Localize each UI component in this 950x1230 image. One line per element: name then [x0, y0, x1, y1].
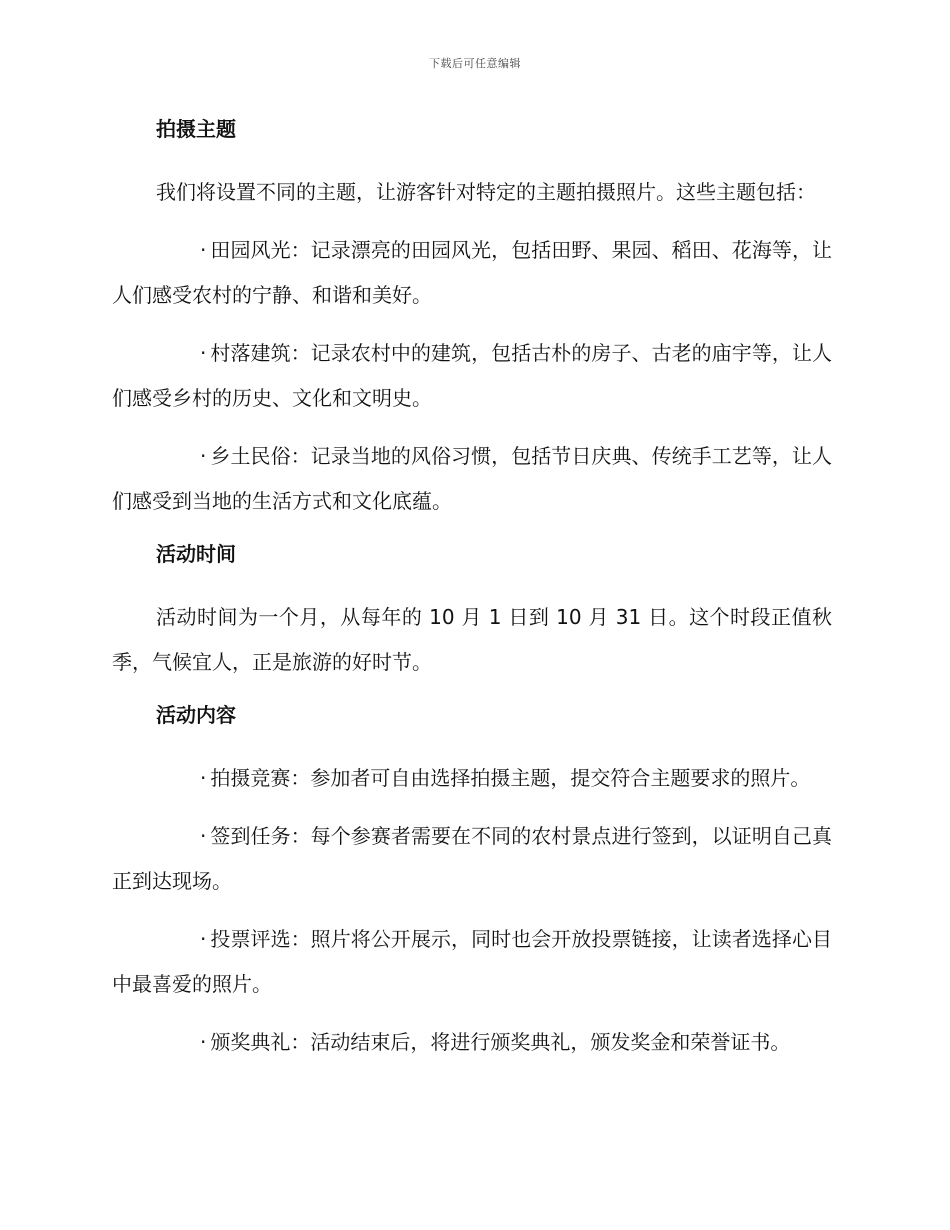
bullet-dot-icon: ·: [200, 766, 207, 790]
page-header-note: 下载后可任意编辑: [429, 57, 521, 70]
theme-item-text: 村落建筑：记录农村中的建筑，包括古朴的房子、古老的庙宇等，让人们感受乡村的历史、文化和文明史。: [112, 341, 832, 410]
content-list-item: [112, 756, 832, 801]
theme-item-text: 田园风光：记录漂亮的田园风光，包括田野、果园、稻田、花海等，让人们感受农村的宁静、和谐和美好。: [112, 238, 832, 307]
bullet-dot-icon: ·: [200, 238, 207, 262]
content-list-item: [112, 917, 832, 1007]
content-list-item: [112, 814, 832, 904]
bullet-dot-icon: ·: [200, 444, 207, 468]
bullet-dot-icon: ·: [200, 1030, 207, 1054]
theme-list-item: [112, 434, 832, 524]
content-item-text: 投票评选：照片将公开展示，同时也会开放投票链接，让读者选择心目中最喜爱的照片。: [112, 927, 832, 996]
document-body: [112, 112, 832, 1078]
content-item-text: 颁奖典礼：活动结束后，将进行颁奖典礼，颁发奖金和荣誉证书。: [210, 1030, 791, 1054]
section-heading-time: 活动时间: [156, 542, 236, 566]
bullet-dot-icon: ·: [200, 927, 207, 951]
content-item-text: 拍摄竞赛：参加者可自由选择拍摄主题，提交符合主题要求的照片。: [210, 766, 811, 790]
time-paragraph: 活动时间为一个月，从每年的 10 月 1 日到 10 月 31 日。这个时段正值秋季，气候宜人，正是旅游的好时节。: [112, 605, 832, 674]
bullet-dot-icon: ·: [200, 824, 207, 848]
section-heading-content: 活动内容: [156, 703, 236, 727]
bullet-dot-icon: ·: [200, 341, 207, 365]
content-item-text: 签到任务：每个参赛者需要在不同的农村景点进行签到，以证明自己真正到达现场。: [112, 824, 832, 893]
section-heading-theme: 拍摄主题: [156, 117, 236, 141]
theme-list-item: [112, 331, 832, 421]
theme-intro-paragraph: 我们将设置不同的主题，让游客针对特定的主题拍摄照片。这些主题包括：: [156, 180, 816, 204]
theme-item-text: 乡土民俗：记录当地的风俗习惯，包括节日庆典、传统手工艺等，让人们感受到当地的生活方式和文化底蕴。: [112, 444, 832, 513]
content-list-item: [112, 1020, 832, 1065]
theme-list-item: [112, 228, 832, 318]
